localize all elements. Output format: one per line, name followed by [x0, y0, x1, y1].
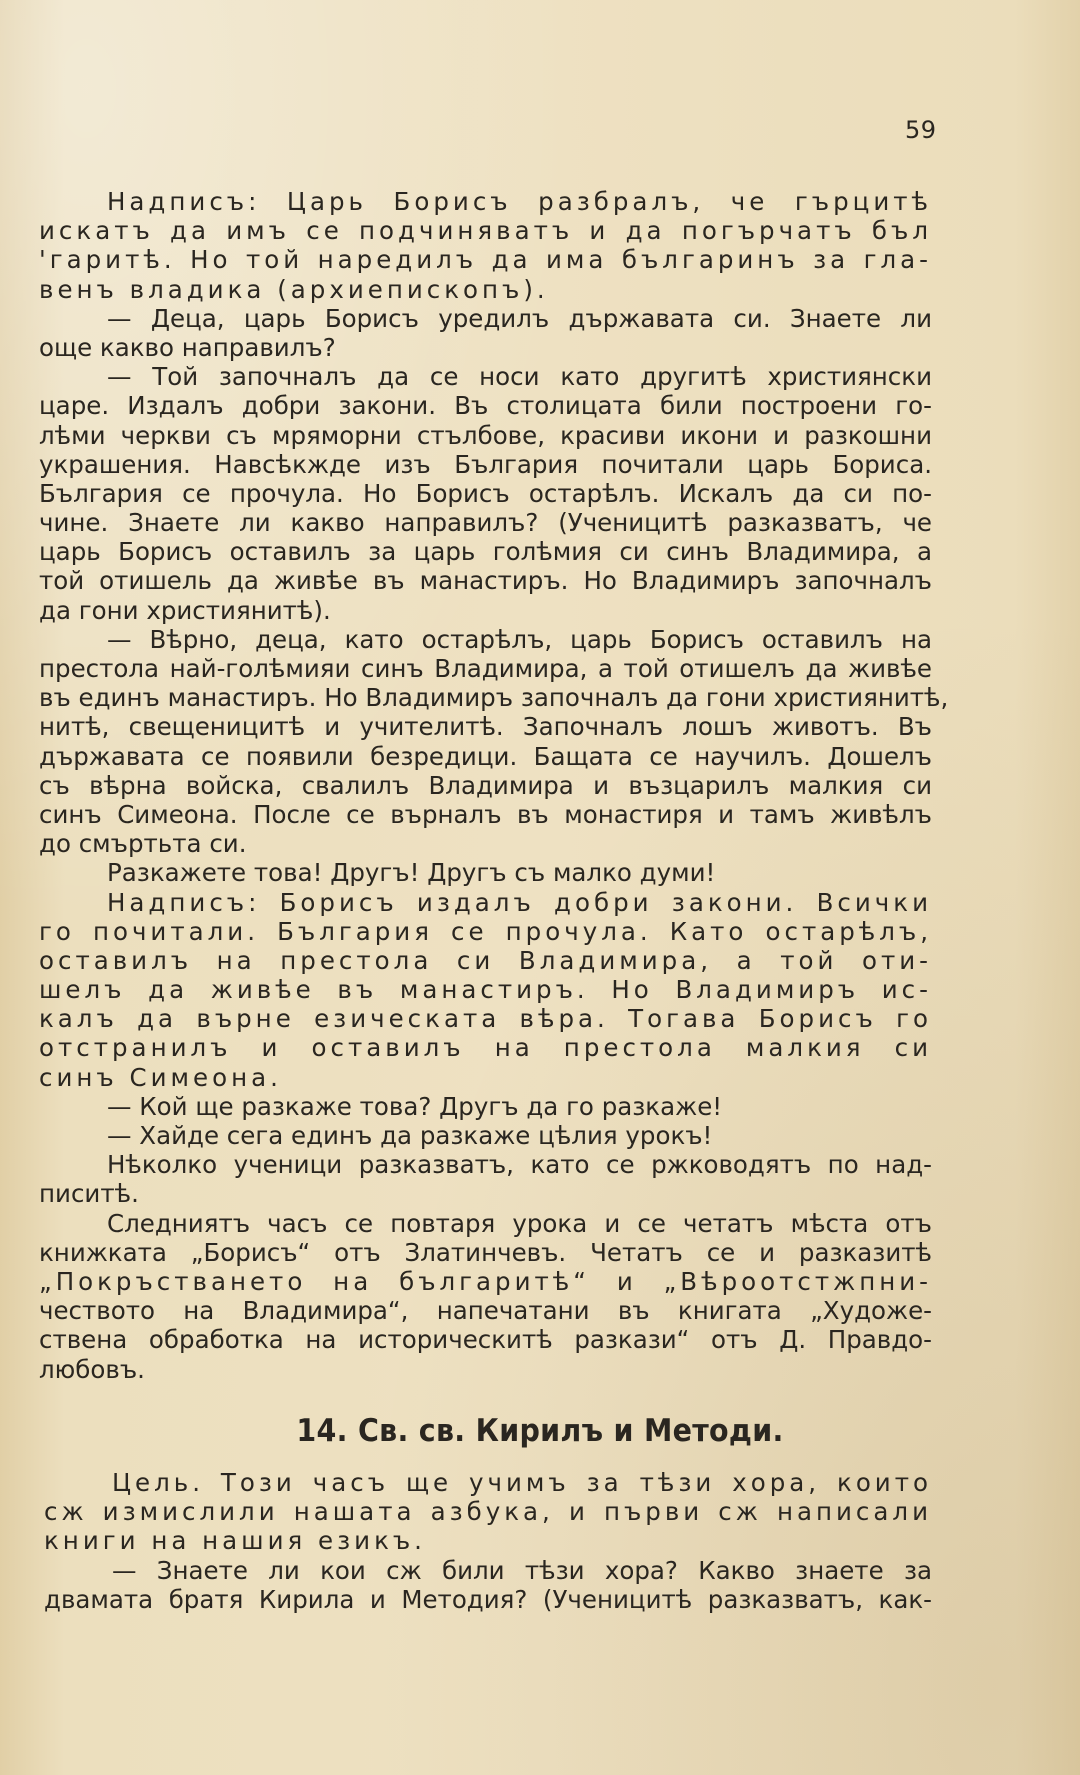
text-line: въ единъ манастиръ. Но Владимиръ започналъ да гони християнитѣ,: [39, 683, 949, 713]
text-line: до смъртьта си.: [39, 829, 247, 859]
text-line: Надписъ: Царь Борисъ разбралъ, че гърцитѣ: [107, 187, 932, 216]
text-line: чеството на Владимира“, напечатани въ книгата „Художе-: [39, 1296, 932, 1326]
text-line: нитѣ, свещеницитѣ и учителитѣ. Започналъ лошъ животъ. Въ: [39, 712, 932, 742]
text-line: — Вѣрно, деца, като остарѣлъ, царь Борисъ оставилъ на: [107, 624, 932, 654]
page-number: 59: [905, 116, 937, 144]
text-line: Разкажете това! Другъ! Другъ съ малко думи!: [107, 858, 716, 888]
text-line: чине. Знаете ли какво направилъ? (Ученицитѣ разказватъ, че: [39, 508, 932, 538]
text-line: книги на нашия езикъ.: [44, 1526, 426, 1556]
text-line: синъ Симеона. После се върналъ въ монастиря и тамъ живѣлъ: [39, 799, 932, 829]
text-line: царе. Издалъ добри закони. Въ столицата били построени го-: [39, 391, 932, 421]
text-line: сж измислили нашата азбука, и първи сж написали: [44, 1497, 932, 1527]
text-line: книжката „Борисъ“ отъ Златинчевъ. Четатъ се и разказитѣ: [39, 1237, 932, 1267]
text-line: — Хайде сега единъ да разкаже цѣлия урокъ!: [107, 1121, 713, 1150]
text-line: престола най-голѣмияи синъ Владимира, а той отишелъ да живѣе: [39, 654, 932, 683]
text-line: писитѣ.: [39, 1179, 139, 1209]
text-line: България се прочула. Но Борисъ остарѣлъ. Искалъ да си по-: [39, 478, 932, 508]
text-line: — Деца, царь Борисъ уредилъ държавата си. Знаете ли: [107, 303, 932, 333]
text-line: държавата се появили безредици. Бащата се научилъ. Дошелъ: [39, 741, 932, 771]
text-line: съ вѣрна войска, свалилъ Владимира и възцарилъ малкия си: [39, 770, 932, 800]
section-heading: 14. Св. св. Кирилъ и Методи.: [296, 1413, 784, 1449]
text-line: искатъ да имъ се подчиняватъ и да погърчатъ бъл: [39, 216, 932, 246]
text-line: венъ владика (архиепископъ).: [39, 274, 549, 304]
text-line: го почитали. България се прочула. Като остарѣлъ,: [39, 916, 932, 946]
text-line: лѣми черкви съ мряморни стълбове, красиви икони и разкошни: [39, 420, 932, 450]
text-line: „Покръстването на българитѣ“ и „Вѣроотстжпни-: [39, 1266, 932, 1296]
text-line: синъ Симеона.: [39, 1062, 282, 1092]
text-line: украшения. Навсѣкжде изъ България почитали царь Бориса.: [39, 449, 932, 479]
text-line: любовъ.: [39, 1354, 145, 1384]
text-line: — Знаете ли кои сж били тѣзи хора? Какво знаете за: [112, 1555, 932, 1585]
text-line: двамата братя Кирила и Методия? (Ученицитѣ разказватъ, как-: [44, 1584, 932, 1614]
text-line: оставилъ на престола си Владимира, а той оти-: [39, 945, 932, 975]
text-line: шелъ да живѣе въ манастиръ. Но Владимиръ ис-: [39, 975, 932, 1005]
text-line: — Кой ще разкаже това? Другъ да го разкаже!: [107, 1091, 723, 1121]
text-line: царь Борисъ оставилъ за царь голѣмия си синъ Владимира, а: [39, 537, 932, 567]
text-line: 'гаритѣ. Но той наредилъ да има българинъ за гла-: [39, 245, 932, 275]
text-line: Надписъ: Борисъ издалъ добри закони. Всички: [107, 887, 932, 917]
text-line: още какво направилъ?: [39, 332, 336, 362]
text-line: Цель. Този часъ ще учимъ за тѣзи хора, които: [112, 1468, 932, 1497]
text-line: отстранилъ и оставилъ на престола малкия си: [39, 1033, 932, 1063]
text-line: калъ да върне езическата вѣра. Тогава Борисъ го: [39, 1004, 932, 1034]
text-line: Нѣколко ученици разказватъ, като се ржководятъ по над-: [107, 1150, 932, 1180]
text-line: — Той започналъ да се носи като другитѣ християнски: [107, 362, 932, 392]
text-line: да гони християнитѣ).: [39, 595, 331, 625]
text-line: той отишель да живѣе въ манастиръ. Но Владимиръ започналъ: [39, 566, 932, 596]
body-text-section-1: [39, 187, 949, 1384]
body-text-section-2: [44, 1468, 932, 1614]
text-line: ствена обработка на историческитѣ разкази“ отъ Д. Правдо-: [39, 1325, 932, 1355]
text-line: Следниятъ часъ се повтаря урока и се четатъ мѣста отъ: [107, 1208, 932, 1238]
